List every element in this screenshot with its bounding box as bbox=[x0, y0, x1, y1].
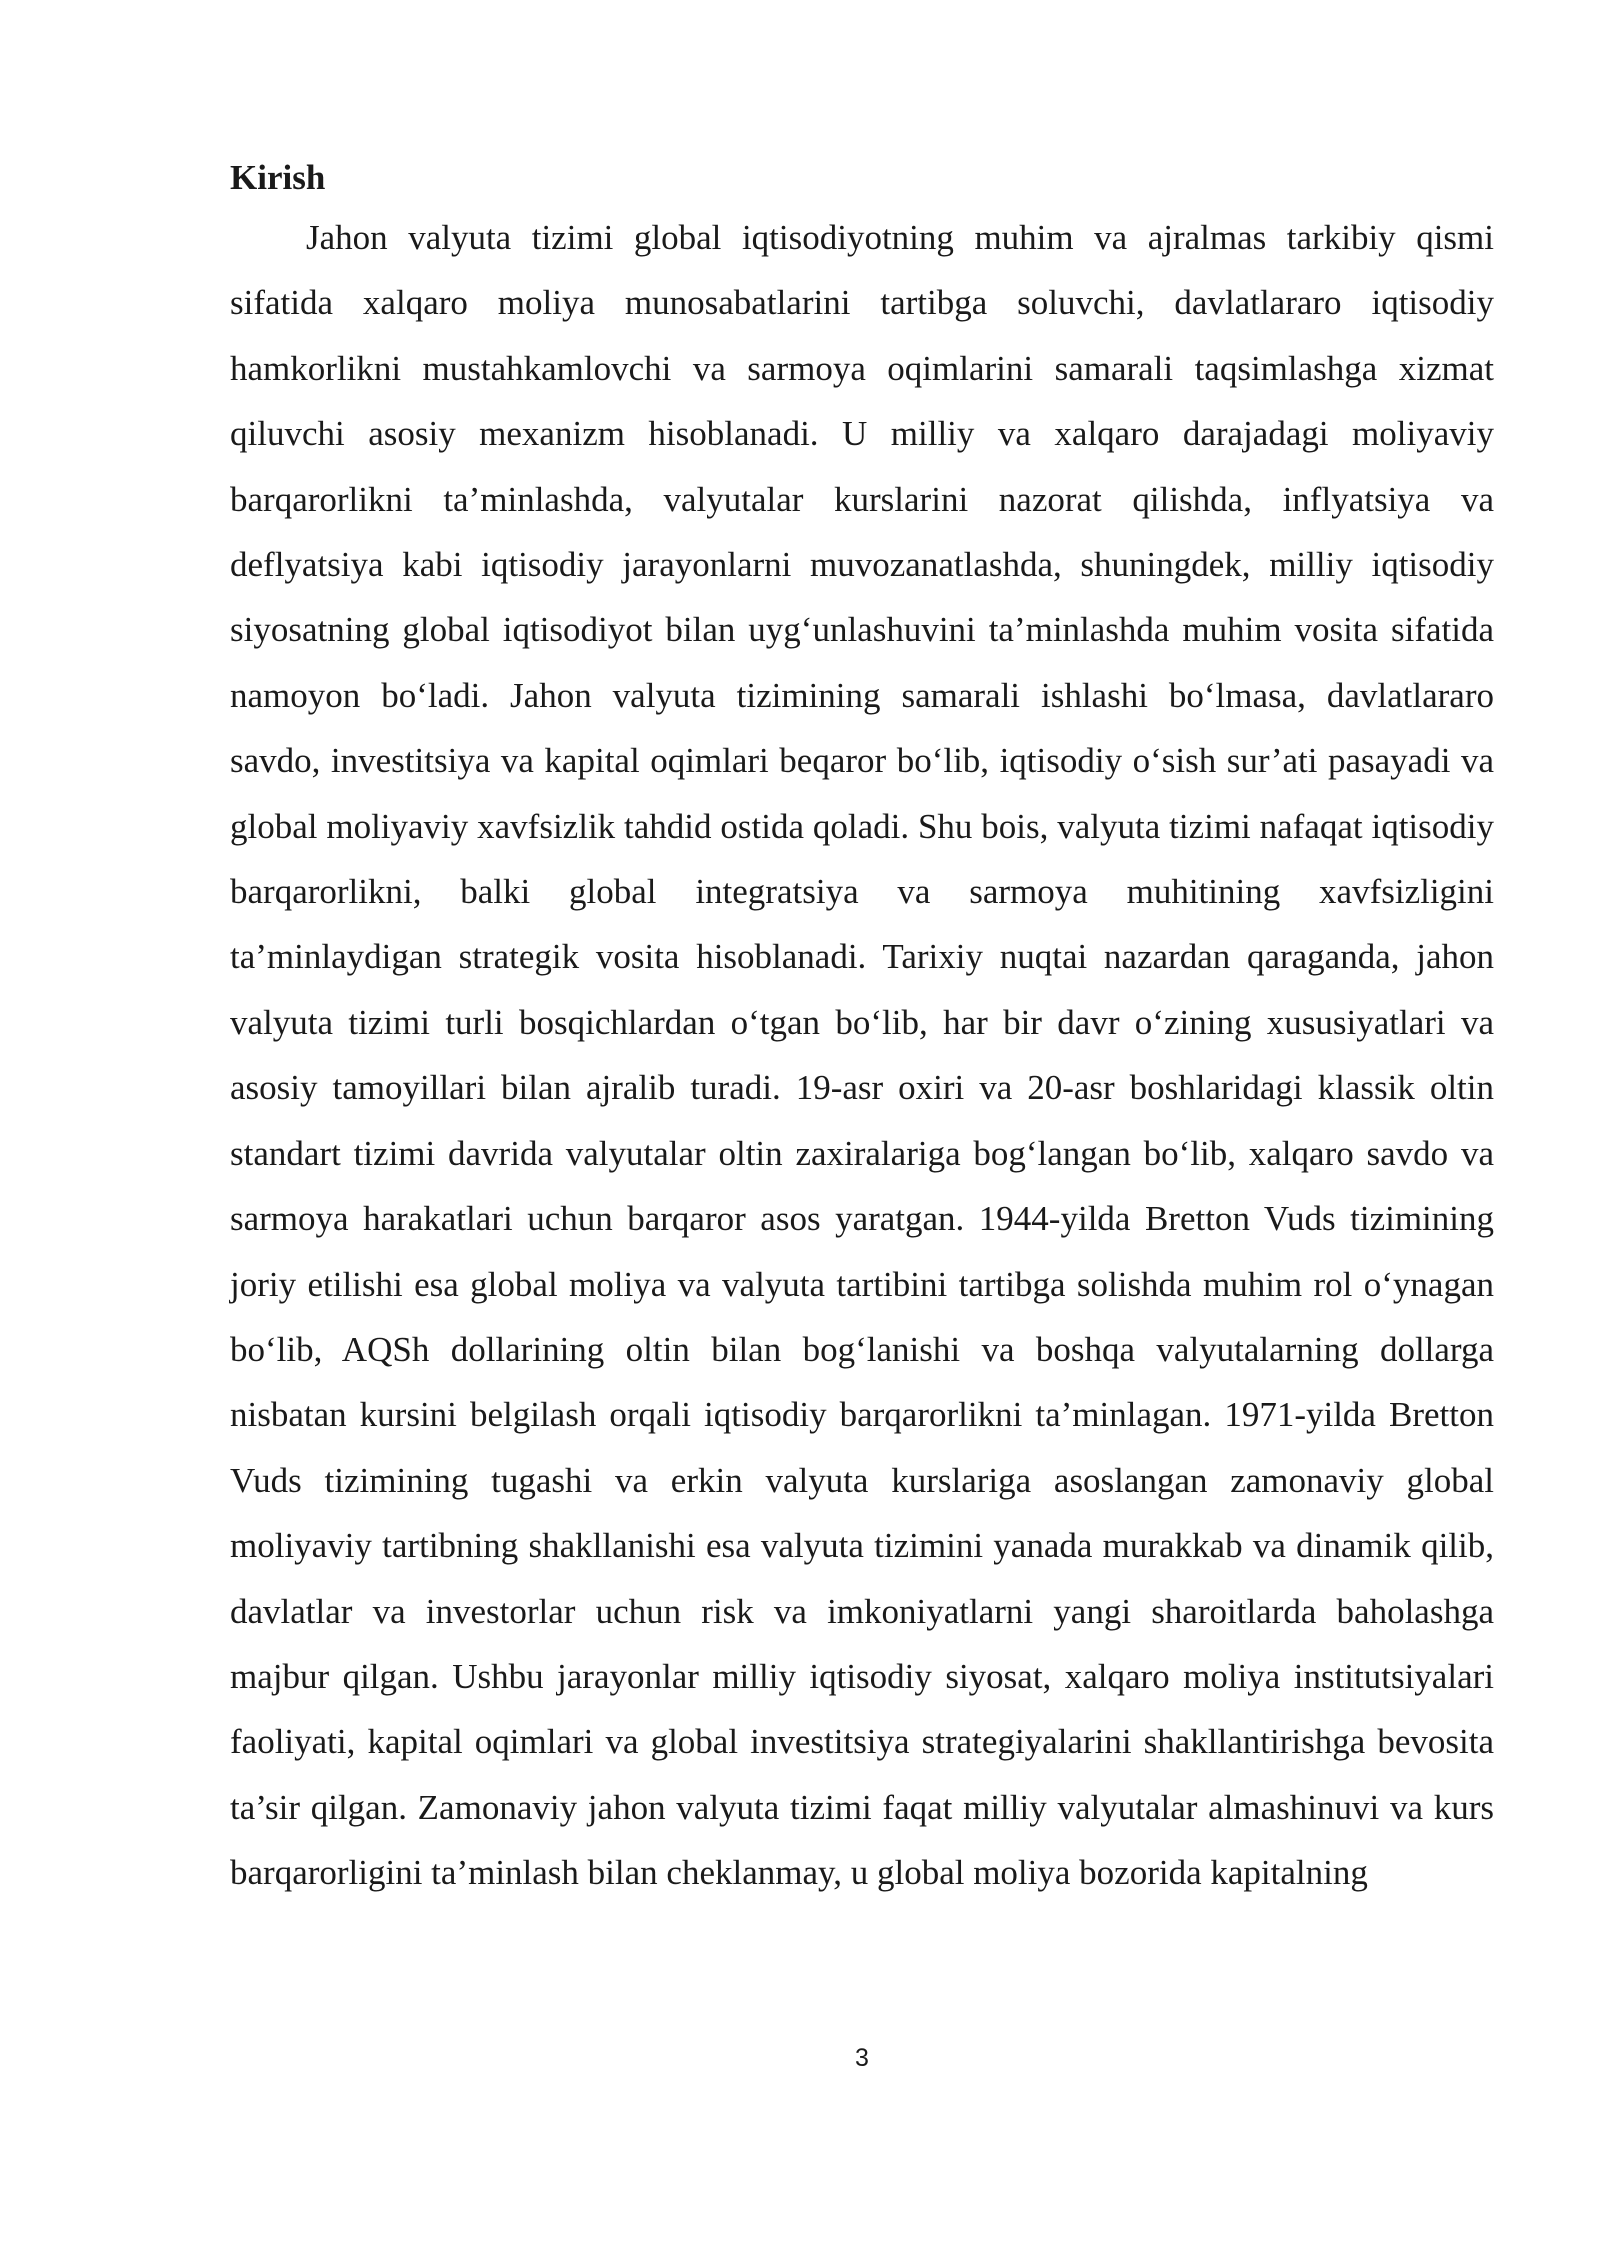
section-heading: Kirish bbox=[230, 158, 326, 197]
body-paragraph: Jahon valyuta tizimi global iqtisodiyotning muhim va ajralmas tarkibiy qismi sifatida xalqaro moliya munosabatlarini tartibga soluvchi, davlatlararo iqtisodiy hamkorlikni mustahkamlovchi va sarmoya oqimlarini samarali taqsimlashga xizmat qiluvchi asosiy mexanizm hisoblanadi. U milliy va xalqaro darajadagi moliyaviy barqarorlikni ta’minlashda, valyutalar kurslarini nazorat qilishda, inflyatsiya va deflyatsiya kabi iqtisodiy jarayonlarni muvozanatlashda, shuningdek, milliy iqtisodiy siyosatning global iqtisodiyot bilan uyg‘unlashuvini ta’minlashda muhim vosita sifatida namoyon bo‘ladi. Jahon valyuta tizimining samarali ishlashi bo‘lmasa, davlatlararo savdo, investitsiya va kapital oqimlari beqaror bo‘lib, iqtisodiy o‘sish sur’ati pasayadi va global moliyaviy xavfsizlik tahdid ostida qoladi. Shu bois, valyuta tizimi nafaqat iqtisodiy barqarorlikni, balki global integratsiya va sarmoya muhitining xavfsizligini ta’minlaydigan strategik vosita hisoblanadi. Tarixiy nuqtai nazardan qaraganda, jahon valyuta tizimi turli bosqichlardan o‘tgan bo‘lib, har bir davr o‘zining xususiyatlari va asosiy tamoyillari bilan ajralib turadi. 19-asr oxiri va 20-asr boshlaridagi klassik oltin standart tizimi davrida valyutalar oltin zaxiralariga bog‘langan bo‘lib, xalqaro savdo va sarmoya harakatlari uchun barqaror asos yaratgan. 1944-yilda Bretton Vuds tizimining joriy etilishi esa global moliya va valyuta tartibini tartibga solishda muhim rol o‘ynagan bo‘lib, AQSh dollarining oltin bilan bog‘lanishi va boshqa valyutalarning dollarga nisbatan kursini belgilash orqali iqtisodiy barqarorlikni ta’minlagan. 1971-yilda Bretton Vuds tizimining tugashi va erkin valyuta kurslariga asoslangan zamonaviy global moliyaviy tartibning shakllanishi esa valyuta tizimini yanada murakkab va dinamik qilib, davlatlar va investorlar uchun risk va imkoniyatlarni yangi sharoitlarda baholashga majbur qilgan. Ushbu jarayonlar milliy iqtisodiy siyosat, xalqaro moliya institutsiyalari faoliyati, kapital oqimlari va global investitsiya strategiyalarini shakllantirishga bevosita ta’sir qilgan. Zamonaviy jahon valyuta tizimi faqat milliy valyutalar almashinuvi va kurs barqarorligini ta’minlash bilan cheklanmay, u global moliya bozorida kapitalning bbox=[230, 218, 1494, 1893]
page-number: 3 bbox=[855, 2044, 869, 2072]
page-content bbox=[230, 150, 1494, 1906]
